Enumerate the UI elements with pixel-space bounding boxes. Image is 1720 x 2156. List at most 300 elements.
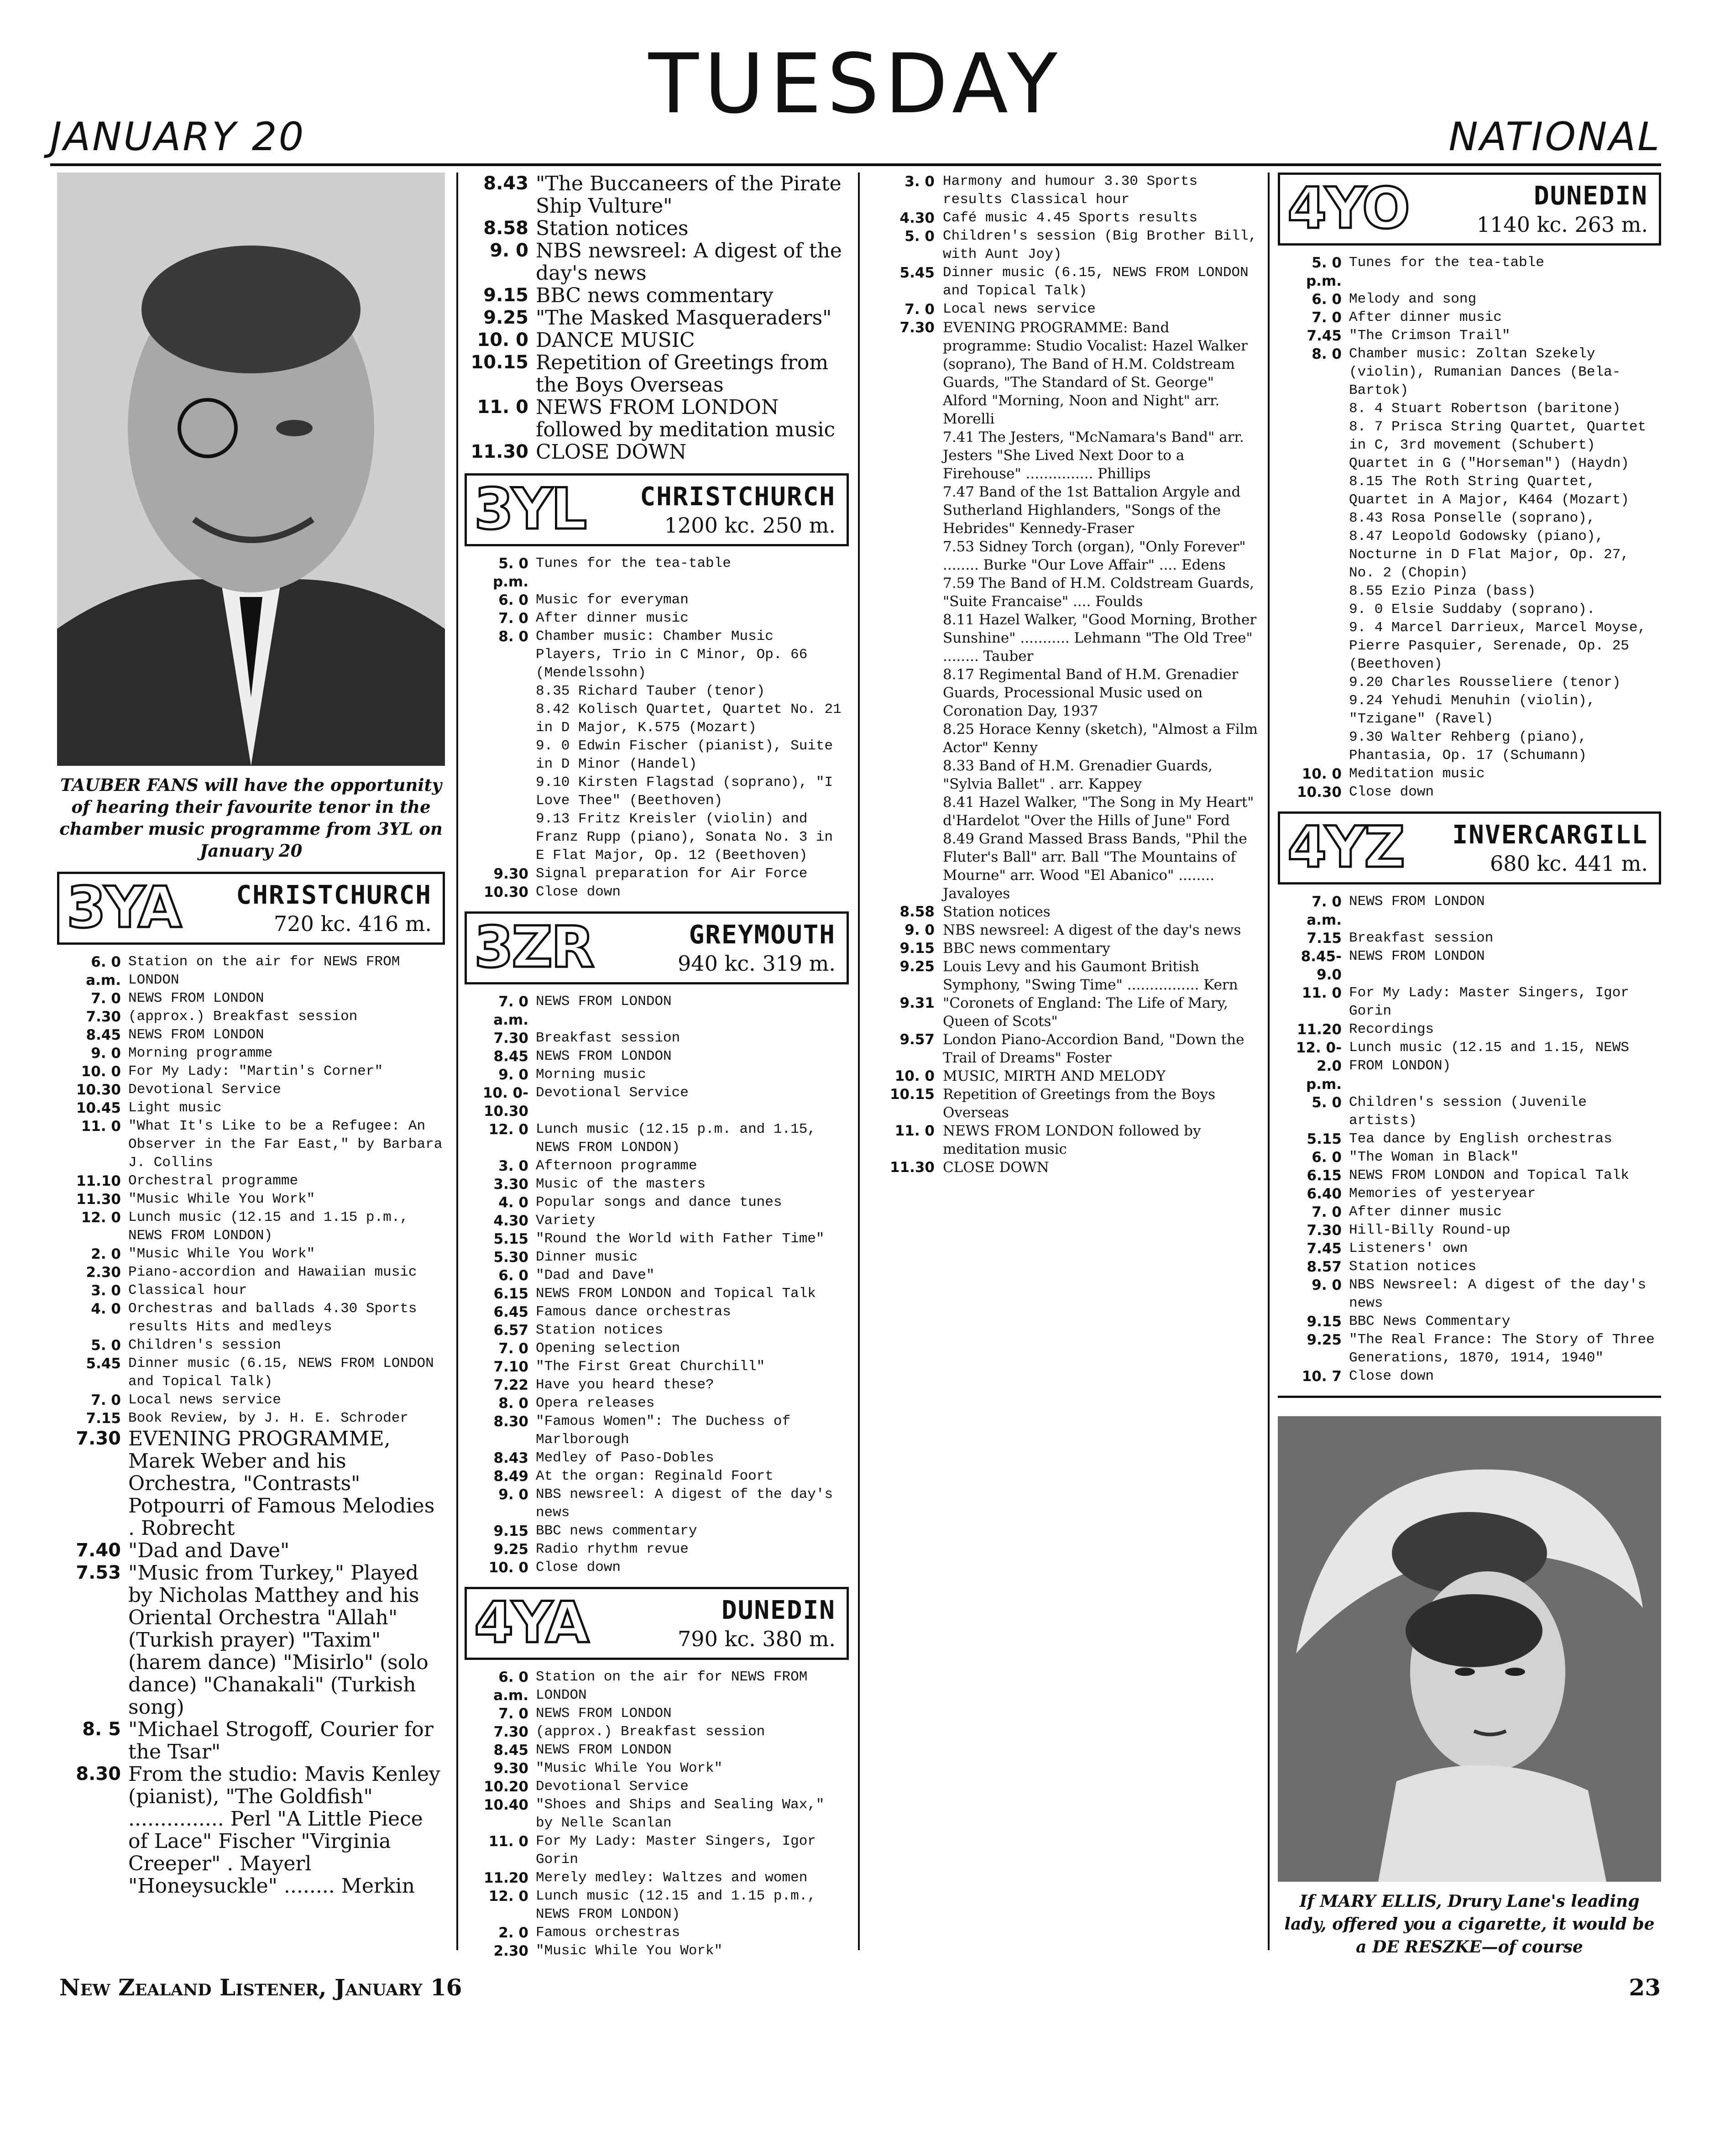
entry-time: 10.30	[483, 884, 528, 900]
list-item	[1278, 1203, 1661, 1221]
list-item	[465, 1540, 849, 1559]
entry-time: 5.15	[1307, 1131, 1342, 1147]
entry-time: 7. 0	[1312, 1204, 1342, 1220]
entry-time: 6. 0	[1312, 1149, 1342, 1166]
list-item	[1278, 1331, 1661, 1367]
list-item	[1278, 893, 1661, 929]
entry-text: Lunch music (12.15 p.m. and 1.15, NEWS FROM LONDON)	[536, 1121, 816, 1156]
list-item	[1278, 1313, 1661, 1331]
entry-time: 8.45	[493, 1742, 528, 1758]
entry-time: 12. 0	[488, 1888, 528, 1905]
entry-text: Meditation music	[1349, 766, 1485, 782]
entry-text: 8.47 Leopold Godowsky (piano), Nocturne in D Flat Major, Op. 27, No. 2 (Chopin)	[1349, 529, 1629, 581]
entry-time: 7.45	[1307, 328, 1342, 344]
list-item	[465, 1778, 849, 1796]
entry-time: 9.25	[483, 307, 528, 328]
entry-text: Station notices	[943, 904, 1051, 920]
entry-text: For My Lady: "Martin's Corner"	[128, 1063, 383, 1079]
list-item	[465, 307, 849, 329]
entry-text: Hill-Billy Round-up	[1349, 1222, 1511, 1238]
entry-time: 4. 0	[498, 1194, 528, 1211]
header-section: NATIONAL	[1448, 114, 1661, 160]
entry-time: 4.30	[899, 210, 935, 226]
entry-time: 5. 0	[1312, 1094, 1342, 1111]
entry-text: 9.13 Fritz Kreisler (violin) and Franz Rupp (piano), Sonata No. 3 in E Flat Major, Op. 12 (Beethoven)	[536, 811, 833, 863]
entry-text: Children's session	[128, 1337, 281, 1353]
list-item	[866, 574, 1259, 611]
list-item	[465, 628, 849, 682]
entry-time: 11.20	[1297, 1021, 1342, 1038]
column-3	[866, 173, 1259, 1177]
entry-text: 7.41 The Jesters, "McNamara's Band" arr. Jesters "She Lived Next Door to a Firehouse" ............... Phillips	[943, 429, 1244, 482]
page-header	[50, 37, 1661, 160]
schedule-3ya-late	[465, 173, 849, 463]
entry-text: 7.47 Band of the 1st Battalion Argyle and Sutherland Highlanders, "Songs of the Hebrides" Kennedy-Fraser	[943, 484, 1241, 537]
list-item	[465, 1705, 849, 1723]
entry-text: Station notices	[1349, 1259, 1477, 1275]
list-item	[465, 1741, 849, 1759]
entry-text: 8. 4 Stuart Robertson (baritone)	[1349, 401, 1621, 417]
list-item	[465, 555, 849, 591]
list-item	[1278, 1185, 1661, 1203]
de-reszke-ad-caption: If MARY ELLIS, Drury Lane's leading lady, offered you a cigarette, it would be a DE RESZKE—of course	[1284, 1892, 1655, 1957]
station-4ya-box	[465, 1587, 849, 1660]
entry-text: Afternoon programme	[536, 1158, 697, 1174]
entry-time: 9. 0	[498, 1067, 528, 1083]
entry-text: "Music While You Work"	[128, 1191, 315, 1207]
entry-text: Devotional Service	[536, 1085, 689, 1101]
entry-text: Local news service	[943, 301, 1096, 317]
entry-text: "The Woman in Black"	[1349, 1149, 1519, 1165]
entry-time: 3. 0	[904, 173, 935, 190]
entry-time: 9. 0	[490, 240, 528, 261]
list-item	[465, 1266, 849, 1285]
station-call-sign: 4YO	[1287, 176, 1409, 241]
station-frequency: 1140 kc. 263 m.	[1476, 212, 1648, 237]
list-item	[465, 1358, 849, 1376]
list-item	[1278, 327, 1661, 345]
list-item	[465, 1047, 849, 1066]
entry-text: Opera releases	[536, 1395, 655, 1411]
entry-text: Station notices	[536, 1322, 664, 1338]
list-item	[866, 720, 1259, 757]
list-item	[465, 1796, 849, 1832]
entry-time: 3.30	[493, 1176, 528, 1193]
entry-time: 11.10	[76, 1173, 121, 1189]
entry-time: 10.15	[471, 352, 528, 373]
list-item	[465, 1467, 849, 1486]
entry-text: NEWS FROM LONDON	[1349, 894, 1485, 910]
list-item	[465, 1449, 849, 1467]
list-item	[465, 1376, 849, 1394]
entry-text: Lunch music (12.15 and 1.15 p.m., NEWS FROM LONDON)	[128, 1209, 408, 1244]
column-divider	[858, 173, 860, 1950]
list-item	[866, 1067, 1259, 1085]
list-item	[866, 1122, 1259, 1158]
entry-text: Music of the masters	[536, 1176, 706, 1192]
list-item	[465, 351, 849, 396]
list-item	[465, 701, 849, 737]
entry-time: 5.30	[493, 1249, 528, 1266]
entry-text: Chamber music: Chamber Music Players, Trio in C Minor, Op. 66 (Mendelssohn)	[536, 628, 808, 681]
entry-time: 7.30	[1307, 1222, 1342, 1239]
list-item	[465, 609, 849, 628]
list-item	[465, 865, 849, 883]
entry-text: NEWS FROM LONDON followed by meditation music	[536, 396, 836, 441]
entry-text: Listeners' own	[1349, 1240, 1468, 1256]
entry-text: NEWS FROM LONDON	[128, 990, 264, 1006]
entry-text: Station on the air for NEWS FROM LONDON	[128, 954, 400, 988]
list-item	[57, 1209, 445, 1245]
entry-time: 10.15	[889, 1086, 935, 1103]
header-day: TUESDAY	[648, 37, 1063, 132]
column-2	[465, 173, 849, 1960]
entry-text: MUSIC, MIRTH AND MELODY	[943, 1068, 1166, 1084]
entry-text: "Michael Strogoff, Courier for the Tsar"	[128, 1718, 434, 1764]
list-item	[1278, 509, 1661, 528]
entry-time: 10.30	[1297, 784, 1342, 801]
entry-text: Repetition of Greetings from the Boys Overseas	[536, 351, 829, 397]
entry-time: 4. 0	[91, 1301, 121, 1317]
entry-text: "Dad and Dave"	[128, 1539, 290, 1562]
entry-text: "Coronets of England: The Life of Mary, Queen of Scots"	[943, 995, 1228, 1030]
list-item	[1278, 254, 1661, 290]
list-item	[1278, 1039, 1661, 1094]
entry-text: DANCE MUSIC	[536, 329, 695, 352]
list-item	[465, 1759, 849, 1778]
entry-time: 10. 0	[81, 1063, 121, 1080]
list-item	[866, 1085, 1259, 1122]
mary-ellis-portrait-image	[1278, 1416, 1661, 1882]
entry-time: 9.30	[493, 1760, 528, 1777]
entry-time: 7. 0	[498, 610, 528, 627]
entry-time: 11. 0	[81, 1118, 121, 1135]
list-item	[57, 1026, 445, 1044]
list-item	[465, 1723, 849, 1741]
entry-time: 10. 7	[1302, 1368, 1342, 1385]
entry-text: London Piano-Accordion Band, "Down the Trail of Dreams" Foster	[943, 1031, 1244, 1066]
list-item	[57, 1099, 445, 1117]
entry-text: NEWS FROM LONDON and Topical Talk	[1349, 1167, 1629, 1183]
entry-text: Dinner music (6.15, NEWS FROM LONDON and Topical Talk)	[128, 1355, 434, 1390]
list-item	[866, 209, 1259, 227]
entry-text: NEWS FROM LONDON followed by meditation music	[943, 1123, 1201, 1157]
entry-text: Classical hour	[128, 1282, 247, 1298]
entry-text: NEWS FROM LONDON	[536, 1742, 672, 1758]
entry-time: 6. 0	[498, 592, 528, 608]
station-call-sign: 4YA	[474, 1590, 588, 1656]
list-item	[866, 958, 1259, 994]
list-item	[1278, 309, 1661, 327]
station-call-sign: 3ZR	[474, 915, 593, 980]
entry-time: 8. 0	[498, 628, 528, 645]
entry-time: 7.30	[493, 1030, 528, 1047]
entry-text: NEWS FROM LONDON	[1349, 948, 1485, 964]
entry-time: 7.15	[1307, 930, 1342, 947]
list-item	[1278, 418, 1661, 473]
list-item	[57, 1409, 445, 1428]
list-item	[465, 1887, 849, 1924]
entry-text: "The Buccaneers of the Pirate Ship Vulture"	[536, 172, 842, 218]
mary-ellis-photo	[1278, 1416, 1661, 1882]
entry-text: Close down	[1349, 784, 1434, 800]
list-item	[465, 1029, 849, 1047]
entry-text: Devotional Service	[536, 1779, 689, 1795]
station-city: CHRISTCHURCH	[640, 482, 836, 512]
entry-text: NBS newsreel: A digest of the day's news	[536, 239, 842, 285]
list-item	[1278, 692, 1661, 728]
list-item	[57, 1081, 445, 1099]
entry-text: Breakfast session	[1349, 930, 1494, 946]
entry-time: 7.10	[493, 1359, 528, 1375]
entry-text: "Round the World with Father Time"	[536, 1231, 825, 1247]
entry-time: 8.45	[493, 1048, 528, 1065]
list-item	[1278, 1276, 1661, 1313]
column-divider	[456, 173, 458, 1950]
entry-time: 8.57	[1307, 1259, 1342, 1275]
entry-time: 9. 0	[91, 1045, 121, 1062]
list-item	[1278, 765, 1661, 783]
list-item	[465, 284, 849, 307]
entry-text: Dinner music (6.15, NEWS FROM LONDON and Topical Talk)	[943, 265, 1249, 299]
entry-time: 2.30	[86, 1264, 121, 1281]
entry-time: 8.30	[493, 1413, 528, 1430]
station-3zr-box	[465, 911, 849, 984]
list-item	[866, 994, 1259, 1031]
entry-time: 11.30	[889, 1159, 935, 1176]
list-item	[1278, 1367, 1661, 1386]
entry-text: 8.43 Rosa Ponselle (soprano),	[1349, 510, 1595, 526]
list-item	[866, 1158, 1259, 1177]
list-item	[57, 1300, 445, 1336]
list-item	[57, 1263, 445, 1282]
entry-text: Piano-accordion and Hawaiian music	[128, 1264, 417, 1280]
list-item	[1278, 674, 1661, 692]
entry-time: 9.25	[899, 958, 935, 975]
entry-text: Lunch music (12.15 and 1.15, NEWS FROM LONDON)	[1349, 1040, 1629, 1074]
list-item	[465, 396, 849, 441]
entry-text: 8.11 Hazel Walker, "Good Morning, Brother Sunshine" ........... Lehmann "The Old Tree" ........ Tauber	[943, 612, 1257, 665]
entry-text: 9. 4 Marcel Darrieux, Marcel Moyse, Pierre Pasquier, Serenade, Op. 25 (Beethoven)	[1349, 620, 1647, 672]
entry-time: 8. 0	[1312, 346, 1342, 362]
station-city: GREYMOUTH	[689, 920, 836, 950]
list-item	[866, 319, 1259, 428]
list-item	[57, 1763, 445, 1897]
list-item	[57, 1245, 445, 1263]
entry-text: After dinner music	[1349, 309, 1502, 325]
entry-text: "The Real France: The Story of Three Generations, 1870, 1914, 1940"	[1349, 1332, 1655, 1366]
entry-time: 9.15	[483, 285, 528, 306]
list-item	[465, 1522, 849, 1540]
list-item	[57, 1062, 445, 1081]
entry-text: 9.10 Kirsten Flagstad (soprano), "I Love Thee" (Beethoven)	[536, 774, 833, 809]
entry-text: Harmony and humour 3.30 Sports results Classical hour	[943, 173, 1198, 208]
station-4yz-box	[1278, 811, 1661, 884]
entry-text: BBC news commentary	[943, 940, 1110, 957]
station-frequency: 790 kc. 380 m.	[678, 1627, 836, 1651]
entry-time: 2. 0	[498, 1925, 528, 1941]
list-item	[1278, 947, 1661, 984]
list-item	[465, 1413, 849, 1449]
list-item	[866, 939, 1259, 958]
station-city: INVERCARGILL	[1452, 820, 1648, 850]
entry-time: 12. 0	[488, 1121, 528, 1138]
entry-time: 5. 0 p.m.	[1306, 255, 1342, 289]
entry-text: Tunes for the tea-table	[536, 555, 731, 571]
entry-time: 7.22	[493, 1377, 528, 1393]
list-item	[465, 774, 849, 810]
evening-programme-4ya	[866, 319, 1259, 1177]
entry-time: 9. 0	[904, 922, 935, 938]
entry-text: NEWS FROM LONDON	[536, 1048, 672, 1064]
entry-time: 10.30	[76, 1082, 121, 1098]
list-item	[866, 793, 1259, 830]
entry-text: 7.59 The Band of H.M. Coldstream Guards, "Suite Francaise" .... Foulds	[943, 575, 1255, 610]
list-item	[1278, 984, 1661, 1020]
list-item	[1278, 783, 1661, 801]
list-item	[57, 1718, 445, 1763]
list-item	[866, 921, 1259, 939]
entry-text: NBS Newsreel: A digest of the day's news	[1349, 1277, 1647, 1311]
entry-time: 8. 5	[82, 1719, 121, 1740]
entry-text: Book Review, by J. H. E. Schroder	[128, 1410, 408, 1426]
station-call-sign: 3YA	[67, 875, 180, 941]
entry-text: "The Crimson Trail"	[1349, 328, 1511, 344]
entry-time: 9. 0	[498, 1486, 528, 1503]
entry-time: 10. 0	[488, 1559, 528, 1576]
column-1	[57, 173, 445, 1897]
entry-time: 12. 0	[81, 1209, 121, 1226]
list-item	[57, 1391, 445, 1409]
list-item	[465, 737, 849, 774]
list-item	[1278, 290, 1661, 309]
entry-time: 7. 0 a.m.	[493, 994, 528, 1028]
station-frequency: 720 kc. 416 m.	[274, 911, 432, 936]
entry-time: 7. 0	[498, 1706, 528, 1722]
entry-time: 11. 0	[894, 1123, 935, 1139]
header-date: JANUARY 20	[50, 114, 306, 160]
entry-text: 9. 0 Edwin Fischer (pianist), Suite in D Minor (Handel)	[536, 738, 833, 772]
section-divider	[1278, 1396, 1661, 1398]
entry-text: Recordings	[1349, 1021, 1434, 1037]
list-item	[1278, 601, 1661, 619]
entry-text: NBS newsreel: A digest of the day's news	[536, 1486, 833, 1521]
header-rule	[50, 163, 1661, 166]
entry-text: Variety	[536, 1213, 596, 1229]
entry-time: 7.53	[76, 1562, 121, 1583]
schedule-4ya	[465, 1668, 849, 1960]
list-item	[465, 1303, 849, 1321]
list-item	[465, 1230, 849, 1248]
station-frequency: 680 kc. 441 m.	[1490, 851, 1648, 876]
entry-text: Louis Levy and his Gaumont British Symphony, "Swing Time" ................ Kern	[943, 958, 1238, 993]
list-item	[866, 300, 1259, 319]
entry-time: 3. 0	[498, 1158, 528, 1174]
entry-time: 11. 0	[488, 1833, 528, 1850]
entry-text: From the studio: Mavis Kenley (pianist), "The Goldfish" ............... Perl "A Little Piece of Lace" Fischer "Virginia Creeper" . Mayerl "Honeysuckle" ........ Merkin	[128, 1763, 440, 1898]
tauber-caption: TAUBER FANS will have the opportunity of hearing their favourite tenor in the chamber music programme from 3YL on January 20	[59, 775, 443, 861]
station-city: DUNEDIN	[1533, 181, 1648, 211]
entry-text: "The First Great Churchill"	[536, 1359, 765, 1375]
entry-time: 8. 0	[498, 1395, 528, 1412]
entry-time: 5. 0 p.m.	[492, 555, 528, 590]
list-item	[465, 441, 849, 463]
entry-time: 5.45	[86, 1355, 121, 1372]
entry-text: 8.25 Horace Kenny (sketch), "Almost a Film Actor" Kenny	[943, 721, 1258, 756]
tauber-portrait-image	[57, 173, 445, 766]
entry-time: 9.30	[493, 866, 528, 882]
entry-time: 7.40	[76, 1540, 121, 1561]
entry-time: 9.15	[899, 940, 935, 957]
entry-text: BBC news commentary	[536, 1523, 697, 1539]
entry-time: 10.20	[483, 1779, 528, 1795]
station-city: DUNEDIN	[721, 1596, 836, 1625]
entry-text: (approx.) Breakfast session	[536, 1724, 765, 1740]
list-item	[465, 1559, 849, 1577]
entry-time: 7. 0 a.m.	[1307, 894, 1342, 928]
entry-text: After dinner music	[1349, 1204, 1502, 1220]
entry-text: Devotional Service	[128, 1082, 281, 1098]
list-item	[866, 1031, 1259, 1067]
list-item	[866, 483, 1259, 538]
entry-time: 9.57	[899, 1031, 935, 1048]
entry-text: Famous orchestras	[536, 1925, 680, 1941]
list-item	[465, 1869, 849, 1887]
list-item	[1278, 1148, 1661, 1167]
entry-text: 9. 0 Elsie Suddaby (soprano).	[1349, 602, 1595, 617]
entry-text: Close down	[536, 1559, 621, 1575]
entry-text: BBC news commentary	[536, 284, 774, 307]
entry-time: 8.45-9.0	[1301, 948, 1342, 983]
list-item	[866, 264, 1259, 300]
entry-text: 8.55 Ezio Pinza (bass)	[1349, 583, 1536, 599]
list-item	[57, 1117, 445, 1172]
entry-time: 7.30	[493, 1724, 528, 1740]
list-item	[465, 1668, 849, 1705]
entry-text: "The Masked Masqueraders"	[536, 306, 832, 330]
list-item	[465, 1066, 849, 1084]
schedule-4yo	[1278, 254, 1661, 801]
list-item	[57, 1282, 445, 1300]
entry-text: CLOSE DOWN	[943, 1159, 1049, 1176]
entry-time: 7.30	[899, 319, 935, 336]
list-item	[866, 903, 1259, 921]
entry-time: 2.30	[493, 1943, 528, 1959]
entry-text: Tunes for the tea-table	[1349, 255, 1544, 271]
entry-text: 9.24 Yehudi Menuhin (violin), "Tzigane" (Ravel)	[1349, 693, 1595, 727]
entry-time: 6.57	[493, 1322, 528, 1339]
entry-text: NBS newsreel: A digest of the day's news	[943, 922, 1241, 938]
entry-time: 6. 0	[1312, 291, 1342, 308]
entry-time: 11.30	[76, 1191, 121, 1208]
entry-text: Station notices	[536, 217, 689, 240]
list-item	[866, 757, 1259, 793]
entry-text: "Shoes and Ships and Sealing Wax," by Nelle Scanlan	[536, 1797, 825, 1831]
list-item	[1278, 728, 1661, 765]
list-item	[57, 1172, 445, 1190]
list-item	[465, 173, 849, 217]
entry-text: 9.20 Charles Rousseliere (tenor)	[1349, 675, 1621, 691]
entry-text: CLOSE DOWN	[536, 440, 687, 464]
list-item	[1278, 345, 1661, 400]
entry-text: "Dad and Dave"	[536, 1267, 655, 1283]
entry-text: Light music	[128, 1100, 222, 1116]
entry-time: 6.15	[493, 1286, 528, 1302]
entry-text: "Music from Turkey," Played by Nicholas Matthey and his Oriental Orchestra "Allah" (Turkish prayer) "Taxim" (harem dance) "Misirlo" (solo dance) "Chanakali" (Turkish song)	[128, 1561, 429, 1719]
entry-text: EVENING PROGRAMME, Marek Weber and his Orchestra, "Contrasts" Potpourri of Famous Melodies . Robrecht	[128, 1427, 435, 1540]
entry-time: 7. 0	[904, 301, 935, 318]
list-item	[1278, 1258, 1661, 1276]
